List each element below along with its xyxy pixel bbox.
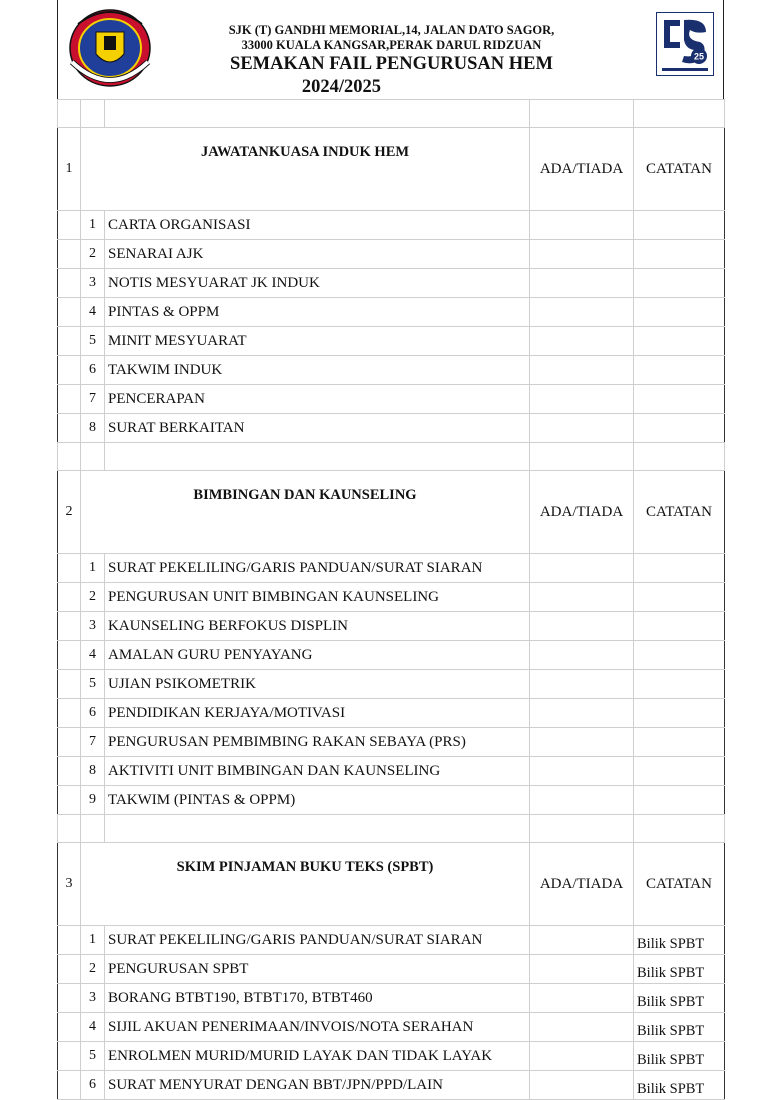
empty-cell [58, 554, 81, 583]
empty-cell [58, 211, 81, 240]
note-cell: Bilik SPBT [634, 1042, 725, 1071]
item-description: TAKWIM (PINTAS & OPPM) [105, 786, 530, 815]
note-cell: Bilik SPBT [634, 926, 725, 955]
note-column-header: CATATAN [634, 128, 725, 211]
item-description: SURAT PEKELILING/GARIS PANDUAN/SURAT SIARAN [105, 926, 530, 955]
status-cell [530, 612, 634, 641]
empty-cell [58, 327, 81, 356]
item-number: 2 [81, 583, 105, 612]
status-cell [530, 984, 634, 1013]
note-column-header: CATATAN [634, 471, 725, 554]
note-cell [634, 240, 725, 269]
empty-cell [58, 385, 81, 414]
checklist-item-row [58, 786, 725, 815]
empty-cell [58, 815, 81, 843]
item-description: PENGURUSAN SPBT [105, 955, 530, 984]
empty-cell [81, 443, 105, 471]
checklist-item-row [58, 298, 725, 327]
status-cell [530, 699, 634, 728]
item-description: NOTIS MESYUARAT JK INDUK [105, 269, 530, 298]
checklist-item-row [58, 1071, 725, 1100]
checklist-item-row [58, 356, 725, 385]
status-cell [530, 240, 634, 269]
empty-cell [58, 699, 81, 728]
empty-cell [530, 100, 634, 128]
status-cell [530, 327, 634, 356]
status-cell [530, 298, 634, 327]
item-number: 6 [81, 356, 105, 385]
item-number: 3 [81, 269, 105, 298]
note-cell: Bilik SPBT [634, 984, 725, 1013]
ministry-logo [656, 12, 714, 76]
status-cell [530, 1013, 634, 1042]
section-title: JAWATANKUASA INDUK HEM [81, 128, 530, 211]
status-cell [530, 414, 634, 443]
status-cell [530, 670, 634, 699]
section-number: 3 [58, 843, 81, 926]
empty-cell [105, 100, 530, 128]
item-description: MINIT MESYUARAT [105, 327, 530, 356]
status-cell [530, 583, 634, 612]
section-number: 1 [58, 128, 81, 211]
empty-cell [58, 1013, 81, 1042]
note-cell [634, 356, 725, 385]
status-cell [530, 728, 634, 757]
empty-cell [58, 757, 81, 786]
status-cell [530, 1071, 634, 1100]
item-number: 4 [81, 298, 105, 327]
empty-cell [58, 100, 81, 128]
item-number: 7 [81, 728, 105, 757]
status-cell [530, 269, 634, 298]
school-address-line1: SJK (T) GANDHI MEMORIAL,14, JALAN DATO SAGOR, [228, 23, 555, 37]
item-description: KAUNSELING BERFOKUS DISPLIN [105, 612, 530, 641]
note-cell: Bilik SPBT [634, 1071, 725, 1100]
status-cell [530, 385, 634, 414]
item-description: TAKWIM INDUK [105, 356, 530, 385]
checklist-item-row [58, 955, 725, 984]
checklist-body [58, 100, 725, 1100]
status-cell [530, 356, 634, 385]
item-number: 3 [81, 612, 105, 641]
empty-cell [58, 641, 81, 670]
item-number: 4 [81, 1013, 105, 1042]
ministry-logo-number: 25 [693, 51, 705, 62]
spacer-row [58, 443, 725, 471]
item-number: 1 [81, 211, 105, 240]
checklist-item-row [58, 926, 725, 955]
checklist-item-row [58, 211, 725, 240]
note-cell [634, 583, 725, 612]
note-cell [634, 699, 725, 728]
section-title: BIMBINGAN DAN KAUNSELING [81, 471, 530, 554]
status-column-header: ADA/TIADA [530, 471, 634, 554]
empty-cell [530, 815, 634, 843]
empty-cell [58, 269, 81, 298]
empty-cell [58, 356, 81, 385]
empty-cell [634, 815, 725, 843]
status-cell [530, 786, 634, 815]
note-cell [634, 211, 725, 240]
empty-cell [81, 815, 105, 843]
section-header-row [58, 471, 725, 554]
empty-cell [58, 1071, 81, 1100]
item-number: 3 [81, 984, 105, 1013]
document-title: SEMAKAN FAIL PENGURUSAN HEM [230, 54, 553, 74]
empty-cell [58, 955, 81, 984]
checklist-item-row [58, 583, 725, 612]
checklist-item-row [58, 728, 725, 757]
note-cell [634, 385, 725, 414]
note-cell: Bilik SPBT [634, 1013, 725, 1042]
empty-cell [58, 786, 81, 815]
item-description: AMALAN GURU PENYAYANG [105, 641, 530, 670]
item-number: 8 [81, 757, 105, 786]
status-cell [530, 926, 634, 955]
checklist-item-row [58, 984, 725, 1013]
item-description: SURAT PEKELILING/GARIS PANDUAN/SURAT SIARAN [105, 554, 530, 583]
status-column-header: ADA/TIADA [530, 128, 634, 211]
empty-cell [105, 443, 530, 471]
spacer-row [58, 815, 725, 843]
item-number: 8 [81, 414, 105, 443]
school-address-line2: 33000 KUALA KANGSAR,PERAK DARUL RIDZUAN [241, 38, 542, 52]
document-page [57, 0, 724, 1097]
empty-cell [81, 100, 105, 128]
document-year: 2024/2025 [301, 77, 382, 97]
item-number: 1 [81, 554, 105, 583]
item-description: AKTIVITI UNIT BIMBINGAN DAN KAUNSELING [105, 757, 530, 786]
item-description: UJIAN PSIKOMETRIK [105, 670, 530, 699]
item-description: PINTAS & OPPM [105, 298, 530, 327]
empty-cell [634, 443, 725, 471]
checklist-item-row [58, 670, 725, 699]
item-number: 1 [81, 926, 105, 955]
empty-cell [58, 670, 81, 699]
empty-cell [58, 583, 81, 612]
empty-cell [58, 1042, 81, 1071]
item-number: 9 [81, 786, 105, 815]
empty-cell [634, 100, 725, 128]
note-cell: Bilik SPBT [634, 955, 725, 984]
item-number: 2 [81, 240, 105, 269]
checklist-item-row [58, 1013, 725, 1042]
section-header-row [58, 128, 725, 211]
empty-cell [58, 728, 81, 757]
checklist-item-row [58, 1042, 725, 1071]
item-number: 2 [81, 955, 105, 984]
empty-cell [58, 612, 81, 641]
checklist-item-row [58, 641, 725, 670]
empty-cell [105, 815, 530, 843]
empty-cell [530, 443, 634, 471]
status-cell [530, 1042, 634, 1071]
checklist-item-row [58, 269, 725, 298]
note-cell [634, 670, 725, 699]
document-header [57, 0, 724, 100]
checklist-item-row [58, 385, 725, 414]
checklist-item-row [58, 757, 725, 786]
status-cell [530, 211, 634, 240]
item-description: PENCERAPAN [105, 385, 530, 414]
item-description: PENDIDIKAN KERJAYA/MOTIVASI [105, 699, 530, 728]
item-description: PENGURUSAN UNIT BIMBINGAN KAUNSELING [105, 583, 530, 612]
item-description: SURAT BERKAITAN [105, 414, 530, 443]
item-number: 4 [81, 641, 105, 670]
section-number: 2 [58, 471, 81, 554]
empty-cell [58, 240, 81, 269]
spacer-row [58, 100, 725, 128]
item-description: SURAT MENYURAT DENGAN BBT/JPN/PPD/LAIN [105, 1071, 530, 1100]
item-number: 5 [81, 327, 105, 356]
note-cell [634, 554, 725, 583]
item-description: PENGURUSAN PEMBIMBING RAKAN SEBAYA (PRS) [105, 728, 530, 757]
item-number: 5 [81, 670, 105, 699]
note-cell [634, 728, 725, 757]
status-cell [530, 955, 634, 984]
item-number: 6 [81, 699, 105, 728]
status-cell [530, 641, 634, 670]
checklist-item-row [58, 554, 725, 583]
item-description: BORANG BTBT190, BTBT170, BTBT460 [105, 984, 530, 1013]
note-cell [634, 269, 725, 298]
note-cell [634, 414, 725, 443]
checklist-item-row [58, 240, 725, 269]
note-cell [634, 327, 725, 356]
note-column-header: CATATAN [634, 843, 725, 926]
status-cell [530, 554, 634, 583]
note-cell [634, 641, 725, 670]
checklist-item-row [58, 612, 725, 641]
checklist-item-row [58, 414, 725, 443]
item-number: 7 [81, 385, 105, 414]
note-cell [634, 786, 725, 815]
empty-cell [58, 298, 81, 327]
item-description: SIJIL AKUAN PENERIMAAN/INVOIS/NOTA SERAHAN [105, 1013, 530, 1042]
section-title: SKIM PINJAMAN BUKU TEKS (SPBT) [81, 843, 530, 926]
item-number: 6 [81, 1071, 105, 1100]
note-cell [634, 612, 725, 641]
file-checklist-table [57, 99, 725, 1100]
section-header-row [58, 843, 725, 926]
item-number: 5 [81, 1042, 105, 1071]
empty-cell [58, 926, 81, 955]
item-description: ENROLMEN MURID/MURID LAYAK DAN TIDAK LAYAK [105, 1042, 530, 1071]
note-cell [634, 298, 725, 327]
item-description: CARTA ORGANISASI [105, 211, 530, 240]
checklist-item-row [58, 327, 725, 356]
empty-cell [58, 443, 81, 471]
status-column-header: ADA/TIADA [530, 843, 634, 926]
note-cell [634, 757, 725, 786]
checklist-item-row [58, 699, 725, 728]
empty-cell [58, 414, 81, 443]
status-cell [530, 757, 634, 786]
item-description: SENARAI AJK [105, 240, 530, 269]
empty-cell [58, 984, 81, 1013]
